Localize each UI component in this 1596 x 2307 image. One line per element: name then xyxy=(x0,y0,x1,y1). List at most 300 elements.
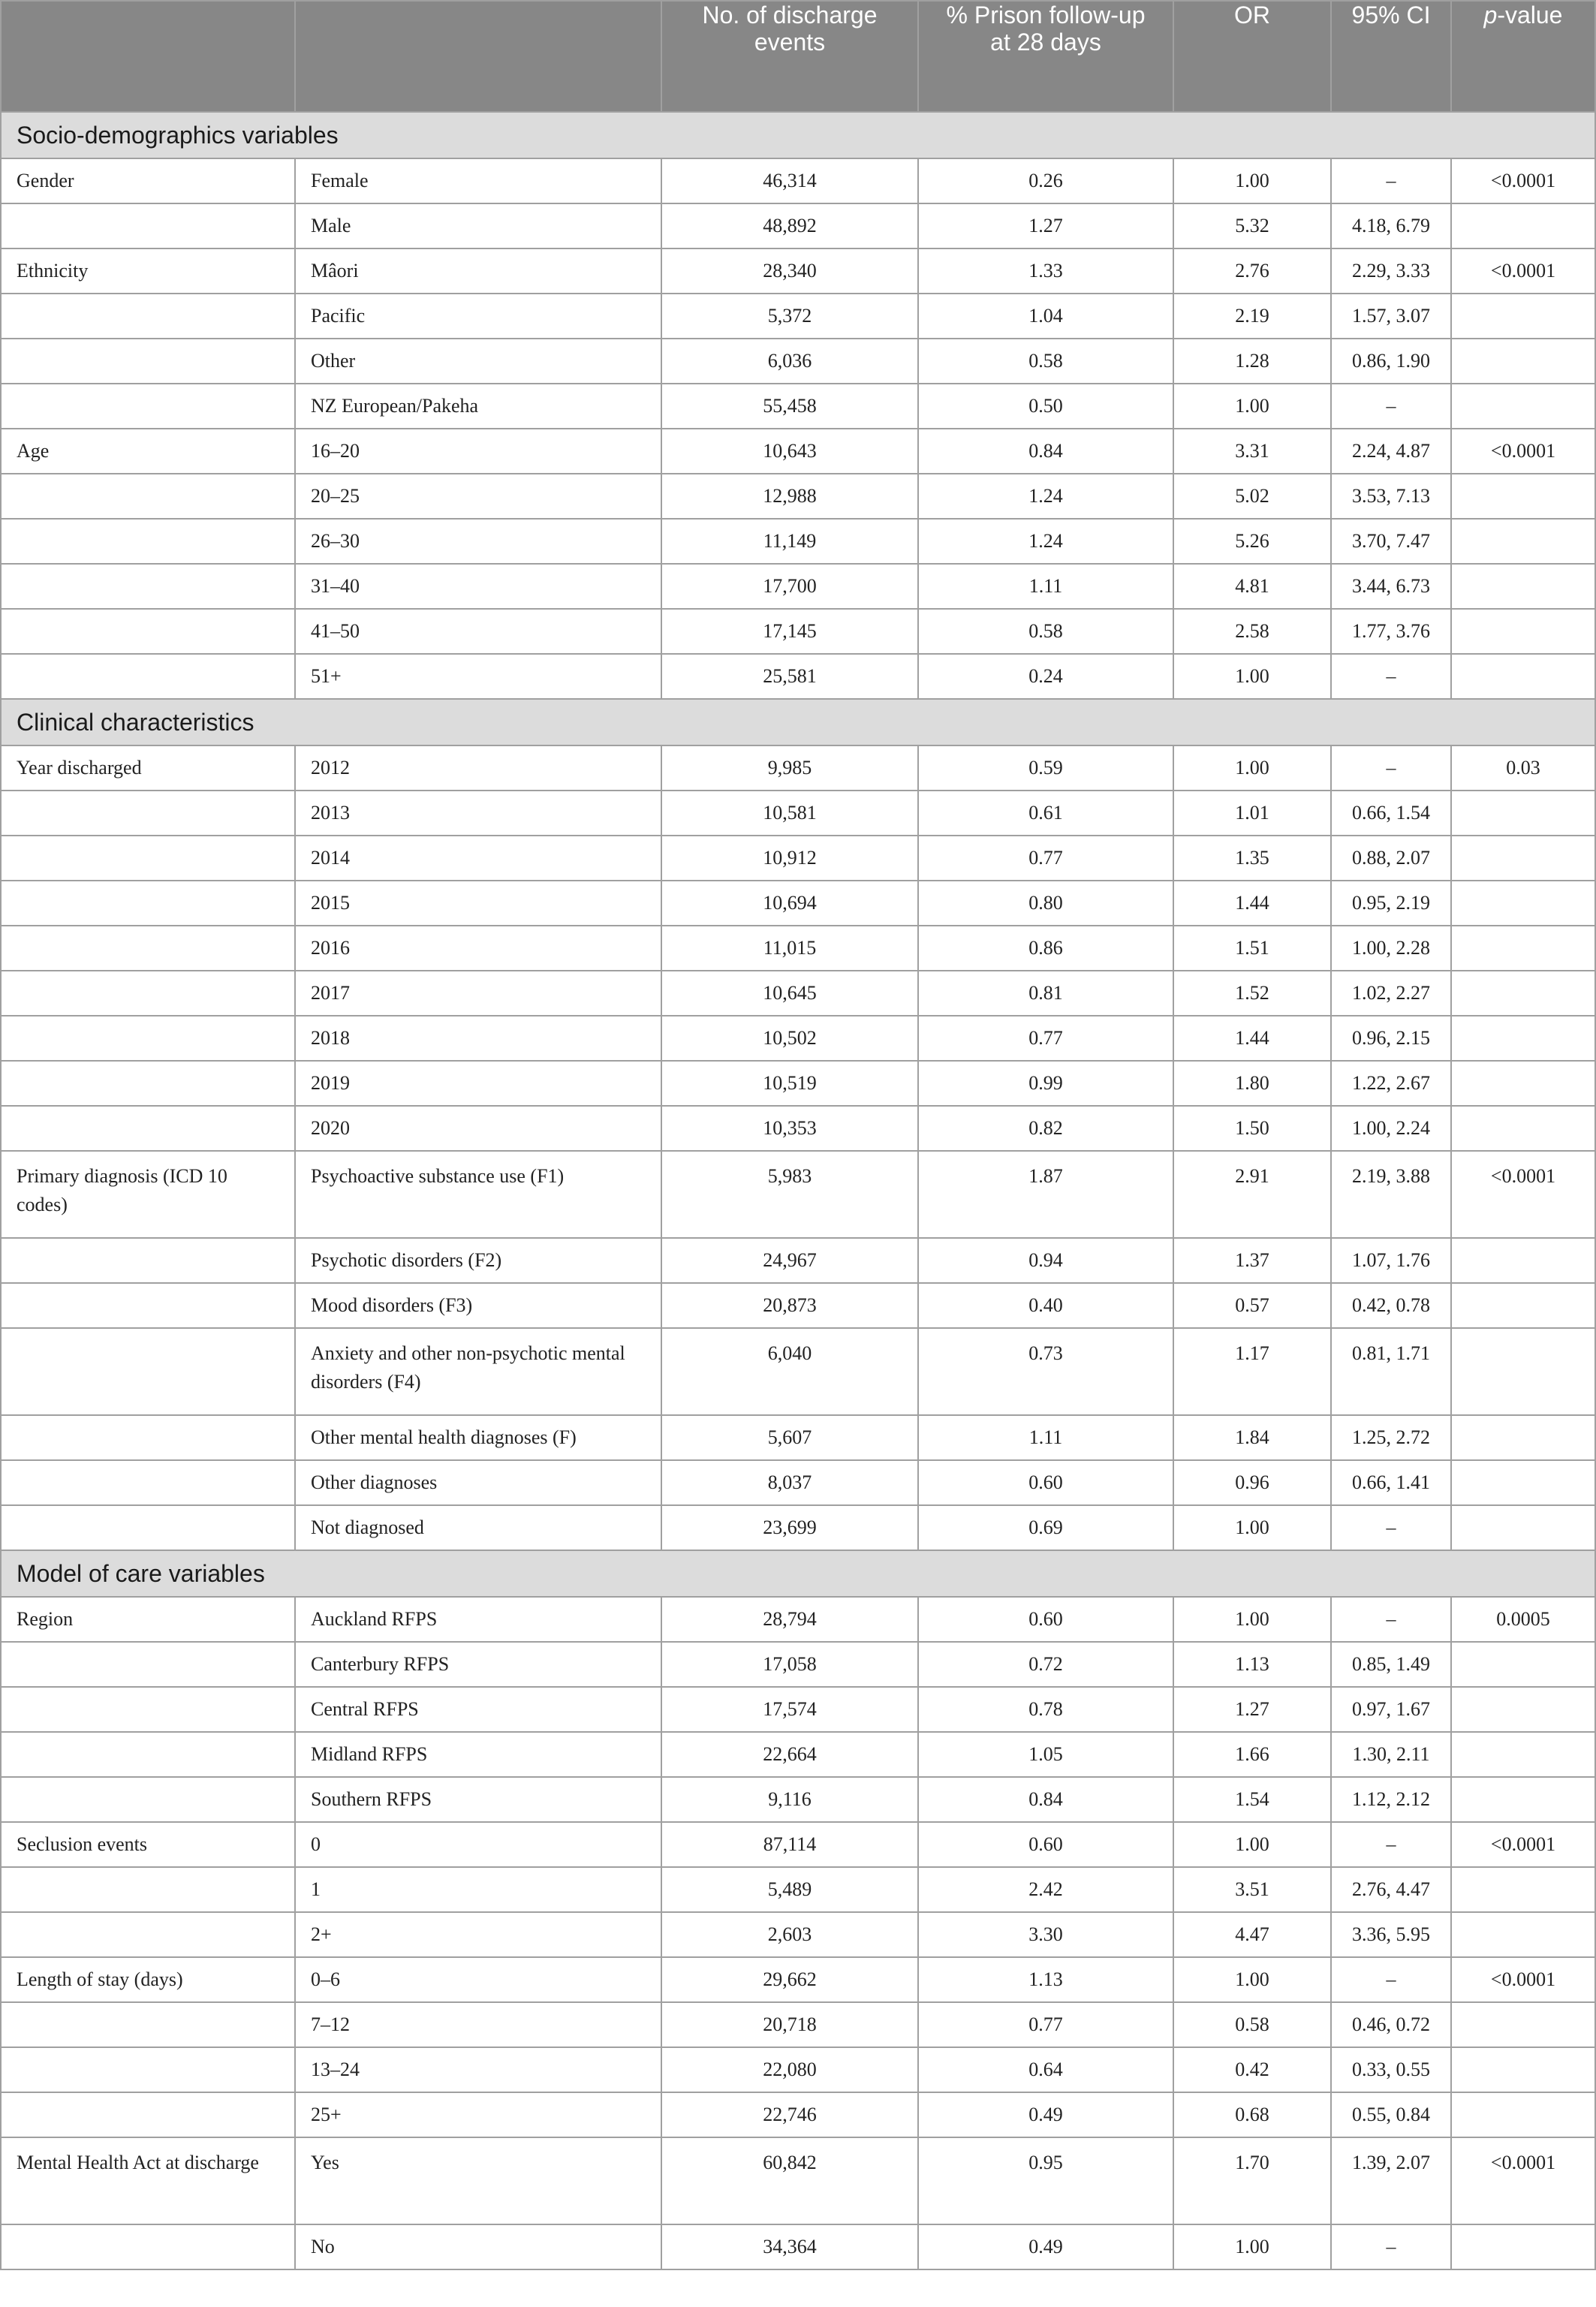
table-row xyxy=(1,1283,1595,1328)
cell-variable xyxy=(1,564,295,609)
cell-confidence-interval: 2.76, 4.47 xyxy=(1331,1867,1451,1912)
header-odds-ratio: OR xyxy=(1173,1,1331,112)
cell-p-value xyxy=(1451,654,1595,699)
cell-p-value xyxy=(1451,1732,1595,1777)
cell-category: Auckland RFPS xyxy=(295,1597,661,1642)
cell-category: 2+ xyxy=(295,1912,661,1957)
cell-variable: Year discharged xyxy=(1,745,295,791)
cell-category: 25+ xyxy=(295,2092,661,2137)
cell-p-value: <0.0001 xyxy=(1451,158,1595,203)
cell-category: 7–12 xyxy=(295,2002,661,2047)
cell-prison-followup-pct: 0.50 xyxy=(918,384,1173,429)
cell-confidence-interval: 2.19, 3.88 xyxy=(1331,1151,1451,1238)
cell-prison-followup-pct: 1.33 xyxy=(918,248,1173,294)
cell-prison-followup-pct: 0.84 xyxy=(918,1777,1173,1822)
cell-prison-followup-pct: 0.82 xyxy=(918,1106,1173,1151)
cell-variable xyxy=(1,339,295,384)
cell-prison-followup-pct: 0.59 xyxy=(918,745,1173,791)
cell-discharge-events: 17,574 xyxy=(661,1687,918,1732)
cell-prison-followup-pct: 3.30 xyxy=(918,1912,1173,1957)
cell-variable xyxy=(1,1732,295,1777)
section-title: Model of care variables xyxy=(1,1550,1595,1597)
cell-p-value xyxy=(1451,1642,1595,1687)
cell-confidence-interval: 1.00, 2.28 xyxy=(1331,926,1451,971)
cell-variable xyxy=(1,519,295,564)
section-title: Socio-demographics variables xyxy=(1,112,1595,158)
header-empty-2 xyxy=(295,1,661,112)
table-header xyxy=(1,1,1595,112)
table-row xyxy=(1,1957,1595,2002)
cell-discharge-events: 17,058 xyxy=(661,1642,918,1687)
cell-variable: Region xyxy=(1,1597,295,1642)
cell-category: Female xyxy=(295,158,661,203)
cell-category: Male xyxy=(295,203,661,248)
cell-discharge-events: 11,015 xyxy=(661,926,918,971)
cell-category: NZ European/Pakeha xyxy=(295,384,661,429)
cell-odds-ratio: 4.81 xyxy=(1173,564,1331,609)
cell-p-value xyxy=(1451,2224,1595,2269)
cell-discharge-events: 20,718 xyxy=(661,2002,918,2047)
table-row xyxy=(1,158,1595,203)
section-title: Clinical characteristics xyxy=(1,699,1595,745)
table-row xyxy=(1,1016,1595,1061)
table-row xyxy=(1,1061,1595,1106)
cell-category: 2018 xyxy=(295,1016,661,1061)
cell-p-value xyxy=(1451,1505,1595,1550)
cell-odds-ratio: 1.17 xyxy=(1173,1328,1331,1415)
cell-discharge-events: 10,694 xyxy=(661,881,918,926)
cell-prison-followup-pct: 0.77 xyxy=(918,836,1173,881)
cell-variable: Length of stay (days) xyxy=(1,1957,295,2002)
cell-discharge-events: 55,458 xyxy=(661,384,918,429)
cell-p-value xyxy=(1451,564,1595,609)
cell-category: Other xyxy=(295,339,661,384)
table-row xyxy=(1,248,1595,294)
cell-odds-ratio: 1.80 xyxy=(1173,1061,1331,1106)
cell-p-value xyxy=(1451,1238,1595,1283)
cell-category: Canterbury RFPS xyxy=(295,1642,661,1687)
cell-odds-ratio: 1.00 xyxy=(1173,654,1331,699)
cell-variable xyxy=(1,294,295,339)
cell-category: 13–24 xyxy=(295,2047,661,2092)
cell-discharge-events: 34,364 xyxy=(661,2224,918,2269)
cell-discharge-events: 10,502 xyxy=(661,1016,918,1061)
cell-p-value: 0.03 xyxy=(1451,745,1595,791)
cell-variable xyxy=(1,654,295,699)
cell-odds-ratio: 1.50 xyxy=(1173,1106,1331,1151)
cell-confidence-interval: – xyxy=(1331,158,1451,203)
table-row xyxy=(1,1642,1595,1687)
cell-prison-followup-pct: 0.81 xyxy=(918,971,1173,1016)
cell-variable xyxy=(1,1061,295,1106)
section-header-row xyxy=(1,1550,1595,1597)
table-row xyxy=(1,1460,1595,1505)
header-discharge-events: No. of discharge events xyxy=(661,1,918,112)
cell-variable xyxy=(1,2047,295,2092)
cell-prison-followup-pct: 0.49 xyxy=(918,2092,1173,2137)
cell-discharge-events: 28,340 xyxy=(661,248,918,294)
cell-category: Mood disorders (F3) xyxy=(295,1283,661,1328)
cell-category: Psychotic disorders (F2) xyxy=(295,1238,661,1283)
cell-p-value xyxy=(1451,1283,1595,1328)
cell-category: Central RFPS xyxy=(295,1687,661,1732)
cell-variable xyxy=(1,2002,295,2047)
cell-odds-ratio: 0.96 xyxy=(1173,1460,1331,1505)
cell-p-value xyxy=(1451,1687,1595,1732)
cell-variable xyxy=(1,1687,295,1732)
cell-confidence-interval: 1.02, 2.27 xyxy=(1331,971,1451,1016)
cell-variable: Primary diagnosis (ICD 10 codes) xyxy=(1,1151,295,1238)
cell-p-value: <0.0001 xyxy=(1451,1151,1595,1238)
cell-category: Pacific xyxy=(295,294,661,339)
cell-odds-ratio: 2.76 xyxy=(1173,248,1331,294)
cell-confidence-interval: 0.66, 1.54 xyxy=(1331,791,1451,836)
cell-p-value xyxy=(1451,294,1595,339)
header-confidence-interval: 95% CI xyxy=(1331,1,1451,112)
cell-odds-ratio: 2.91 xyxy=(1173,1151,1331,1238)
header-p-rest: -value xyxy=(1497,2,1563,29)
table-row xyxy=(1,2047,1595,2092)
cell-confidence-interval: 1.57, 3.07 xyxy=(1331,294,1451,339)
cell-prison-followup-pct: 2.42 xyxy=(918,1867,1173,1912)
cell-prison-followup-pct: 1.13 xyxy=(918,1957,1173,2002)
cell-odds-ratio: 1.00 xyxy=(1173,1505,1331,1550)
cell-odds-ratio: 4.47 xyxy=(1173,1912,1331,1957)
cell-discharge-events: 5,607 xyxy=(661,1415,918,1460)
cell-prison-followup-pct: 1.24 xyxy=(918,519,1173,564)
table-row xyxy=(1,429,1595,474)
cell-prison-followup-pct: 0.24 xyxy=(918,654,1173,699)
cell-category: 2016 xyxy=(295,926,661,971)
cell-prison-followup-pct: 0.60 xyxy=(918,1822,1173,1867)
cell-confidence-interval: – xyxy=(1331,1822,1451,1867)
cell-discharge-events: 9,985 xyxy=(661,745,918,791)
cell-discharge-events: 5,489 xyxy=(661,1867,918,1912)
cell-odds-ratio: 0.57 xyxy=(1173,1283,1331,1328)
cell-confidence-interval: 0.81, 1.71 xyxy=(1331,1328,1451,1415)
cell-odds-ratio: 5.26 xyxy=(1173,519,1331,564)
cell-prison-followup-pct: 0.69 xyxy=(918,1505,1173,1550)
cell-category: 0 xyxy=(295,1822,661,1867)
cell-confidence-interval: 1.00, 2.24 xyxy=(1331,1106,1451,1151)
cell-discharge-events: 2,603 xyxy=(661,1912,918,1957)
cell-variable: Age xyxy=(1,429,295,474)
cell-confidence-interval: – xyxy=(1331,1597,1451,1642)
cell-p-value: <0.0001 xyxy=(1451,248,1595,294)
cell-discharge-events: 60,842 xyxy=(661,2137,918,2224)
cell-prison-followup-pct: 0.60 xyxy=(918,1460,1173,1505)
cell-odds-ratio: 1.00 xyxy=(1173,745,1331,791)
cell-category: 31–40 xyxy=(295,564,661,609)
cell-discharge-events: 6,036 xyxy=(661,339,918,384)
table-row xyxy=(1,1777,1595,1822)
cell-confidence-interval: – xyxy=(1331,745,1451,791)
cell-variable: Gender xyxy=(1,158,295,203)
cell-variable xyxy=(1,1283,295,1328)
cell-variable xyxy=(1,1460,295,1505)
cell-discharge-events: 22,080 xyxy=(661,2047,918,2092)
cell-category: 2019 xyxy=(295,1061,661,1106)
cell-variable xyxy=(1,1328,295,1415)
cell-variable xyxy=(1,1505,295,1550)
cell-p-value xyxy=(1451,1415,1595,1460)
cell-odds-ratio: 2.19 xyxy=(1173,294,1331,339)
cell-confidence-interval: 1.30, 2.11 xyxy=(1331,1732,1451,1777)
cell-p-value xyxy=(1451,1460,1595,1505)
cell-prison-followup-pct: 1.11 xyxy=(918,564,1173,609)
cell-odds-ratio: 1.00 xyxy=(1173,2224,1331,2269)
cell-confidence-interval: 1.22, 2.67 xyxy=(1331,1061,1451,1106)
cell-prison-followup-pct: 1.27 xyxy=(918,203,1173,248)
cell-p-value xyxy=(1451,384,1595,429)
cell-variable xyxy=(1,881,295,926)
cell-p-value xyxy=(1451,1777,1595,1822)
cell-p-value xyxy=(1451,519,1595,564)
cell-confidence-interval: 3.36, 5.95 xyxy=(1331,1912,1451,1957)
cell-variable xyxy=(1,926,295,971)
cell-odds-ratio: 1.00 xyxy=(1173,158,1331,203)
cell-odds-ratio: 1.66 xyxy=(1173,1732,1331,1777)
cell-discharge-events: 24,967 xyxy=(661,1238,918,1283)
cell-discharge-events: 11,149 xyxy=(661,519,918,564)
table-row xyxy=(1,564,1595,609)
cell-confidence-interval: 0.86, 1.90 xyxy=(1331,339,1451,384)
cell-discharge-events: 6,040 xyxy=(661,1328,918,1415)
cell-category: Other diagnoses xyxy=(295,1460,661,1505)
cell-confidence-interval: 0.85, 1.49 xyxy=(1331,1642,1451,1687)
cell-confidence-interval: – xyxy=(1331,654,1451,699)
table-row xyxy=(1,1822,1595,1867)
cell-p-value xyxy=(1451,1912,1595,1957)
cell-category: 2015 xyxy=(295,881,661,926)
cell-confidence-interval: 3.53, 7.13 xyxy=(1331,474,1451,519)
cell-variable xyxy=(1,971,295,1016)
cell-odds-ratio: 1.35 xyxy=(1173,836,1331,881)
cell-discharge-events: 28,794 xyxy=(661,1597,918,1642)
cell-prison-followup-pct: 0.64 xyxy=(918,2047,1173,2092)
cell-prison-followup-pct: 0.60 xyxy=(918,1597,1173,1642)
cell-p-value xyxy=(1451,609,1595,654)
cell-p-value xyxy=(1451,1016,1595,1061)
cell-confidence-interval: 1.25, 2.72 xyxy=(1331,1415,1451,1460)
cell-odds-ratio: 3.51 xyxy=(1173,1867,1331,1912)
cell-variable xyxy=(1,1642,295,1687)
cell-variable: Ethnicity xyxy=(1,248,295,294)
cell-variable xyxy=(1,1867,295,1912)
cell-p-value: <0.0001 xyxy=(1451,2137,1595,2224)
cell-confidence-interval: 0.96, 2.15 xyxy=(1331,1016,1451,1061)
cell-p-value xyxy=(1451,474,1595,519)
cell-category: Not diagnosed xyxy=(295,1505,661,1550)
cell-p-value xyxy=(1451,791,1595,836)
cell-confidence-interval: 1.12, 2.12 xyxy=(1331,1777,1451,1822)
table-row xyxy=(1,1328,1595,1415)
table-row xyxy=(1,1151,1595,1238)
table-row xyxy=(1,745,1595,791)
cell-prison-followup-pct: 0.95 xyxy=(918,2137,1173,2224)
cell-confidence-interval: 2.24, 4.87 xyxy=(1331,429,1451,474)
cell-prison-followup-pct: 0.58 xyxy=(918,609,1173,654)
table-row xyxy=(1,971,1595,1016)
cell-odds-ratio: 2.58 xyxy=(1173,609,1331,654)
cell-category: Southern RFPS xyxy=(295,1777,661,1822)
table-row xyxy=(1,609,1595,654)
cell-variable xyxy=(1,609,295,654)
table-row xyxy=(1,339,1595,384)
cell-confidence-interval: 3.70, 7.47 xyxy=(1331,519,1451,564)
header-prison-followup: % Prison follow-up at 28 days xyxy=(918,1,1173,112)
cell-discharge-events: 46,314 xyxy=(661,158,918,203)
cell-category: Psychoactive substance use (F1) xyxy=(295,1151,661,1238)
cell-category: 20–25 xyxy=(295,474,661,519)
cell-discharge-events: 10,353 xyxy=(661,1106,918,1151)
cell-variable: Mental Health Act at discharge xyxy=(1,2137,295,2224)
cell-discharge-events: 12,988 xyxy=(661,474,918,519)
cell-variable xyxy=(1,203,295,248)
cell-prison-followup-pct: 0.78 xyxy=(918,1687,1173,1732)
cell-discharge-events: 5,372 xyxy=(661,294,918,339)
cell-category: 26–30 xyxy=(295,519,661,564)
cell-prison-followup-pct: 0.86 xyxy=(918,926,1173,971)
cell-discharge-events: 17,145 xyxy=(661,609,918,654)
cell-p-value xyxy=(1451,203,1595,248)
cell-category: Other mental health diagnoses (F) xyxy=(295,1415,661,1460)
table-row xyxy=(1,926,1595,971)
cell-p-value xyxy=(1451,2092,1595,2137)
cell-odds-ratio: 1.28 xyxy=(1173,339,1331,384)
cell-prison-followup-pct: 0.73 xyxy=(918,1328,1173,1415)
cell-confidence-interval: – xyxy=(1331,1957,1451,2002)
cell-odds-ratio: 1.13 xyxy=(1173,1642,1331,1687)
cell-prison-followup-pct: 0.94 xyxy=(918,1238,1173,1283)
cell-variable: Seclusion events xyxy=(1,1822,295,1867)
table-row xyxy=(1,2137,1595,2224)
cell-confidence-interval: 0.55, 0.84 xyxy=(1331,2092,1451,2137)
cell-variable xyxy=(1,474,295,519)
cell-confidence-interval: – xyxy=(1331,2224,1451,2269)
cell-confidence-interval: 1.07, 1.76 xyxy=(1331,1238,1451,1283)
section-header-row xyxy=(1,699,1595,745)
cell-discharge-events: 17,700 xyxy=(661,564,918,609)
cell-variable xyxy=(1,1238,295,1283)
table-row xyxy=(1,294,1595,339)
cell-p-value: <0.0001 xyxy=(1451,1957,1595,2002)
cell-category: 51+ xyxy=(295,654,661,699)
cell-odds-ratio: 1.00 xyxy=(1173,1822,1331,1867)
cell-variable xyxy=(1,2224,295,2269)
cell-category: 2012 xyxy=(295,745,661,791)
table-row xyxy=(1,1732,1595,1777)
cell-discharge-events: 5,983 xyxy=(661,1151,918,1238)
cell-p-value xyxy=(1451,926,1595,971)
cell-odds-ratio: 1.54 xyxy=(1173,1777,1331,1822)
table-row xyxy=(1,1238,1595,1283)
cell-discharge-events: 9,116 xyxy=(661,1777,918,1822)
cell-odds-ratio: 1.01 xyxy=(1173,791,1331,836)
cell-prison-followup-pct: 0.58 xyxy=(918,339,1173,384)
table-row xyxy=(1,2092,1595,2137)
cell-confidence-interval: 0.88, 2.07 xyxy=(1331,836,1451,881)
cell-prison-followup-pct: 0.40 xyxy=(918,1283,1173,1328)
cell-p-value xyxy=(1451,2047,1595,2092)
cell-odds-ratio: 1.70 xyxy=(1173,2137,1331,2224)
cell-confidence-interval: 2.29, 3.33 xyxy=(1331,248,1451,294)
cell-prison-followup-pct: 0.72 xyxy=(918,1642,1173,1687)
cell-p-value xyxy=(1451,836,1595,881)
cell-category: Yes xyxy=(295,2137,661,2224)
cell-prison-followup-pct: 0.77 xyxy=(918,1016,1173,1061)
cell-category: No xyxy=(295,2224,661,2269)
cell-odds-ratio: 0.42 xyxy=(1173,2047,1331,2092)
cell-prison-followup-pct: 0.26 xyxy=(918,158,1173,203)
cell-prison-followup-pct: 0.80 xyxy=(918,881,1173,926)
cell-category: 16–20 xyxy=(295,429,661,474)
cell-category: 2020 xyxy=(295,1106,661,1151)
table-row xyxy=(1,2002,1595,2047)
cell-confidence-interval: 3.44, 6.73 xyxy=(1331,564,1451,609)
cell-p-value xyxy=(1451,1867,1595,1912)
cell-prison-followup-pct: 1.05 xyxy=(918,1732,1173,1777)
cell-p-value xyxy=(1451,971,1595,1016)
table-row xyxy=(1,1505,1595,1550)
cell-discharge-events: 8,037 xyxy=(661,1460,918,1505)
cell-p-value xyxy=(1451,881,1595,926)
cell-prison-followup-pct: 1.87 xyxy=(918,1151,1173,1238)
table-row xyxy=(1,836,1595,881)
cell-confidence-interval: – xyxy=(1331,384,1451,429)
cell-odds-ratio: 0.68 xyxy=(1173,2092,1331,2137)
cell-discharge-events: 10,519 xyxy=(661,1061,918,1106)
cell-odds-ratio: 1.51 xyxy=(1173,926,1331,971)
cell-discharge-events: 87,114 xyxy=(661,1822,918,1867)
cell-category: 1 xyxy=(295,1867,661,1912)
table-body xyxy=(1,112,1595,2269)
cell-discharge-events: 10,645 xyxy=(661,971,918,1016)
cell-confidence-interval: 1.39, 2.07 xyxy=(1331,2137,1451,2224)
table-row xyxy=(1,519,1595,564)
cell-confidence-interval: – xyxy=(1331,1505,1451,1550)
cell-variable xyxy=(1,384,295,429)
cell-prison-followup-pct: 1.24 xyxy=(918,474,1173,519)
cell-variable xyxy=(1,2092,295,2137)
cell-category: 2013 xyxy=(295,791,661,836)
cell-p-value xyxy=(1451,1106,1595,1151)
cell-category: 0–6 xyxy=(295,1957,661,2002)
cell-confidence-interval: 0.42, 0.78 xyxy=(1331,1283,1451,1328)
header-p-italic: p xyxy=(1483,2,1498,29)
cell-odds-ratio: 1.00 xyxy=(1173,1957,1331,2002)
cell-odds-ratio: 5.02 xyxy=(1173,474,1331,519)
cell-odds-ratio: 3.31 xyxy=(1173,429,1331,474)
cell-prison-followup-pct: 0.84 xyxy=(918,429,1173,474)
cell-discharge-events: 22,664 xyxy=(661,1732,918,1777)
header-empty-1 xyxy=(1,1,295,112)
cell-confidence-interval: 0.33, 0.55 xyxy=(1331,2047,1451,2092)
cell-confidence-interval: 0.97, 1.67 xyxy=(1331,1687,1451,1732)
cell-category: 41–50 xyxy=(295,609,661,654)
cell-category: 2014 xyxy=(295,836,661,881)
cell-p-value xyxy=(1451,1061,1595,1106)
cell-category: 2017 xyxy=(295,971,661,1016)
cell-odds-ratio: 1.44 xyxy=(1173,881,1331,926)
cell-p-value: <0.0001 xyxy=(1451,429,1595,474)
cell-discharge-events: 22,746 xyxy=(661,2092,918,2137)
table-row xyxy=(1,1867,1595,1912)
section-header-row xyxy=(1,112,1595,158)
cell-prison-followup-pct: 0.61 xyxy=(918,791,1173,836)
table-row xyxy=(1,881,1595,926)
cell-confidence-interval: 0.95, 2.19 xyxy=(1331,881,1451,926)
